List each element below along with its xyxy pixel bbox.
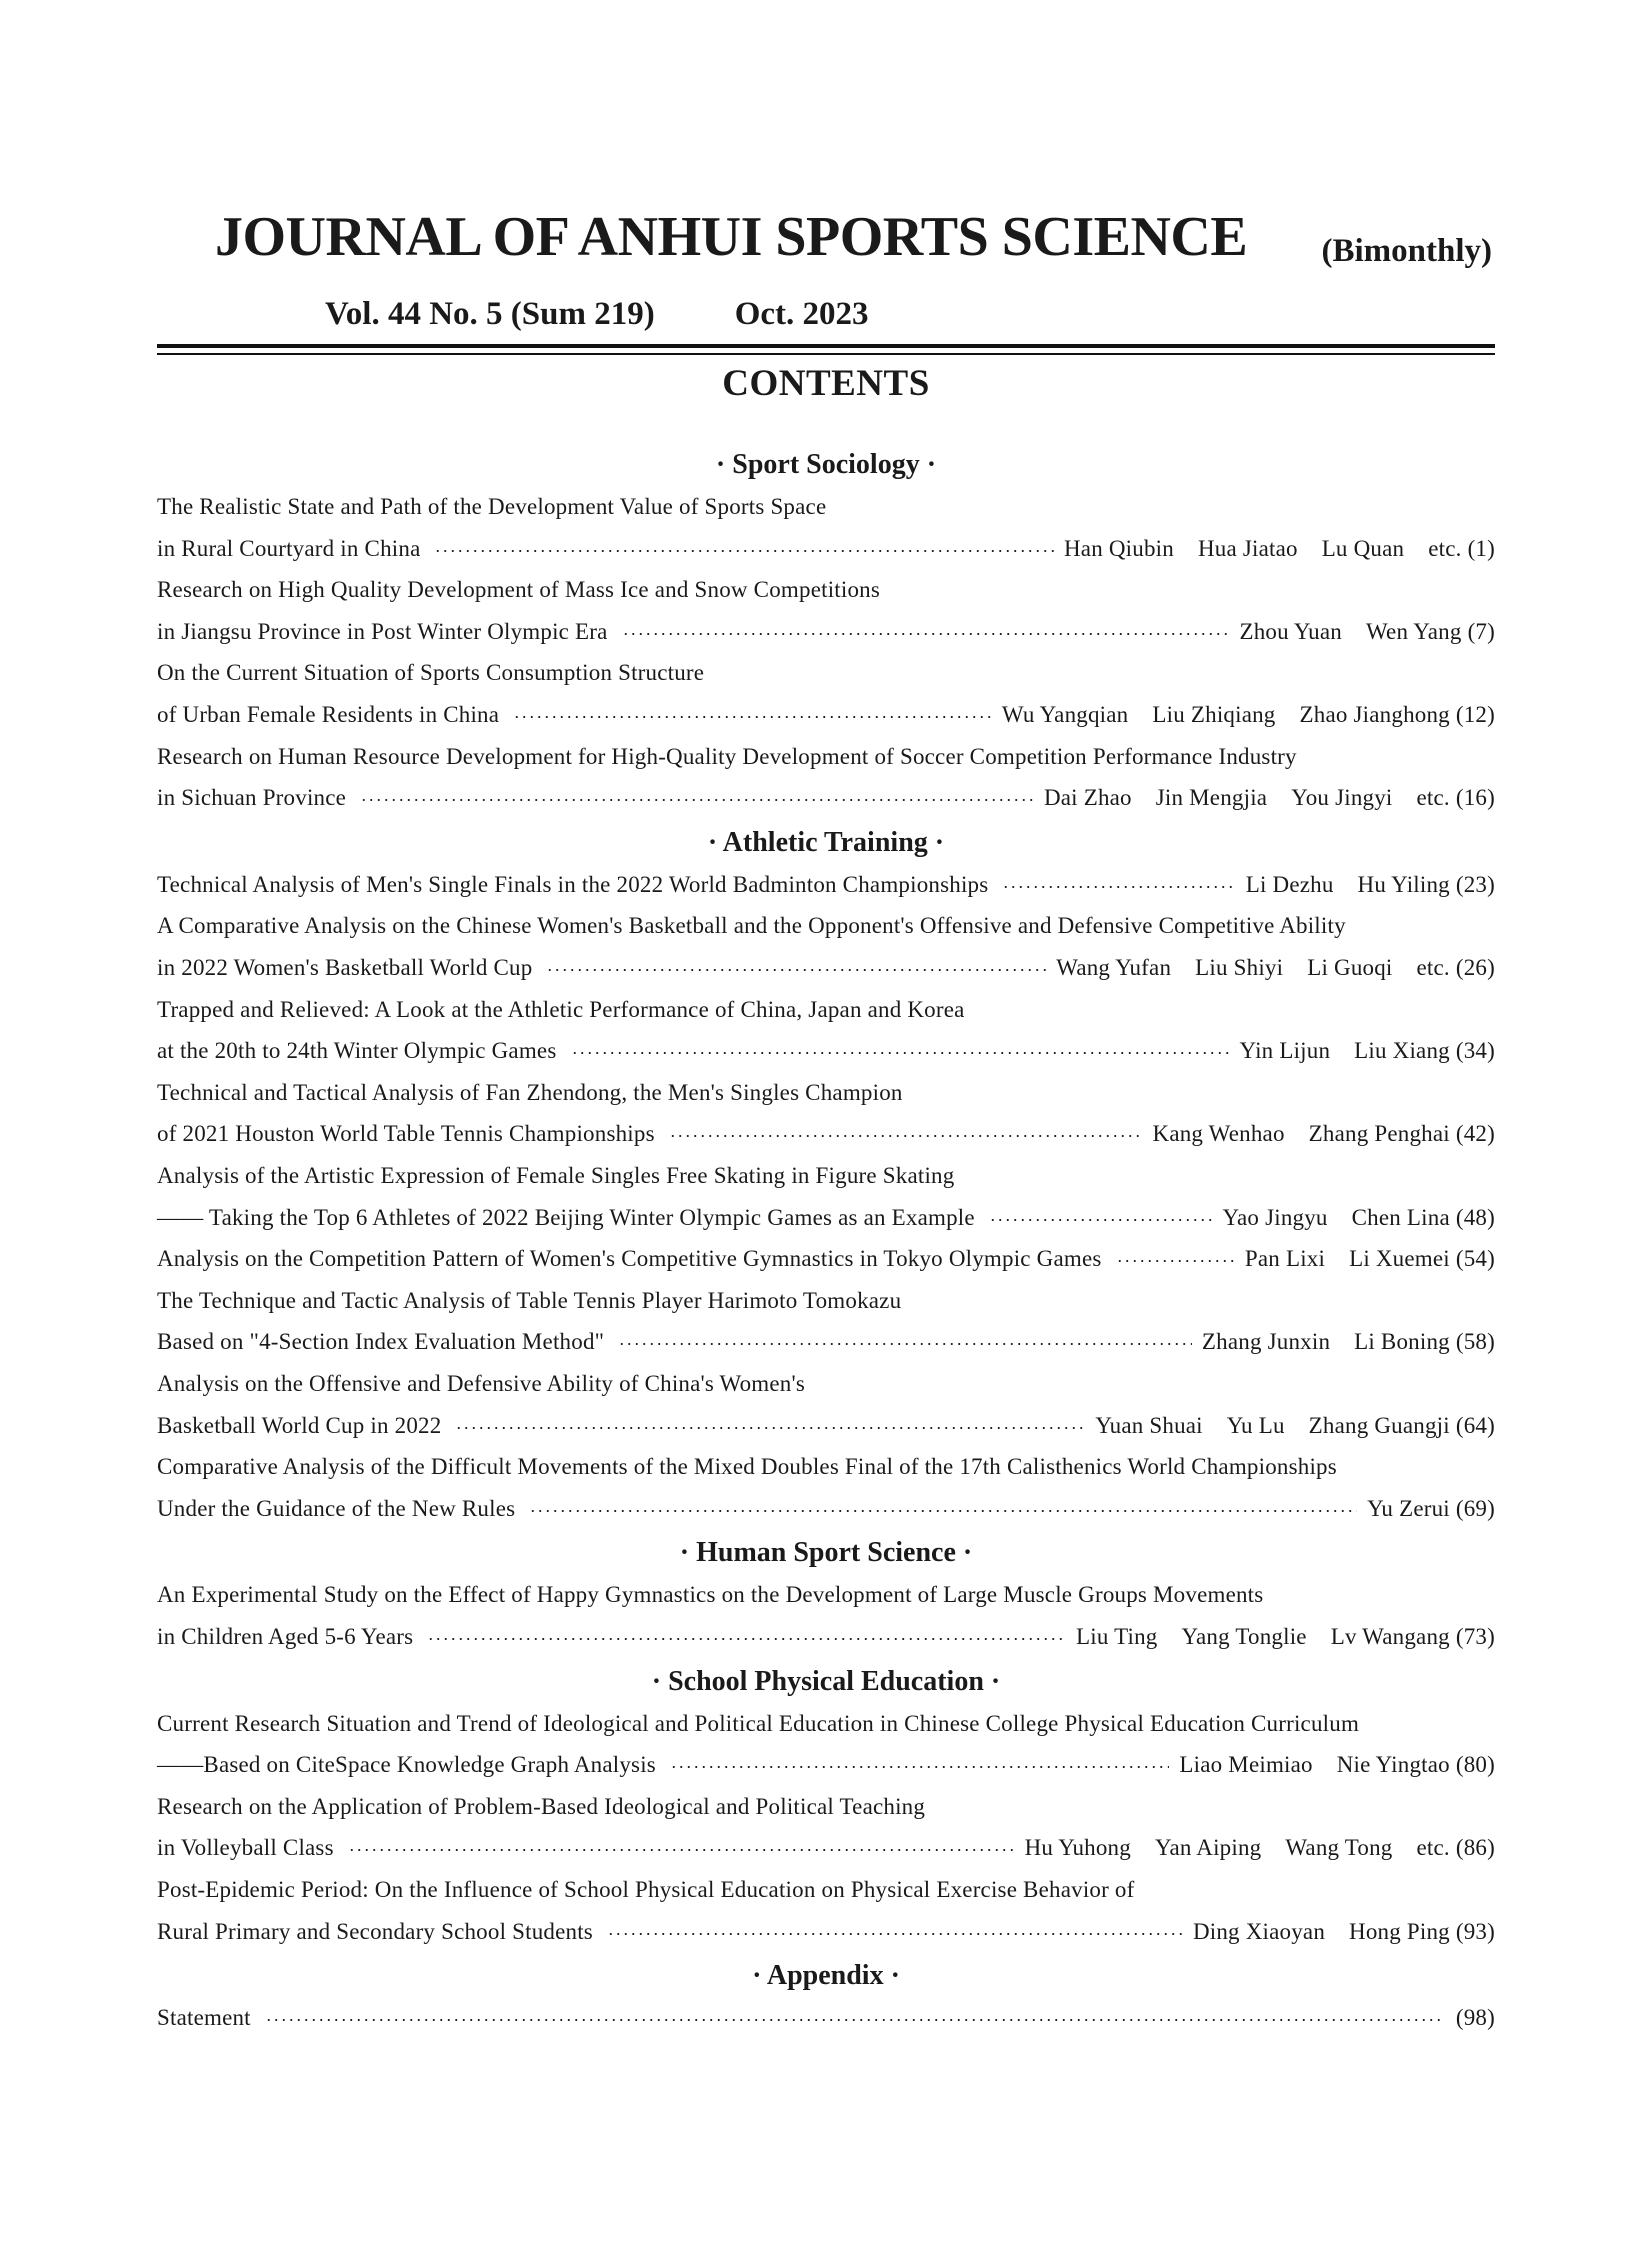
article-title: in Sichuan Province — [157, 785, 347, 811]
page-number: (48) — [1455, 1204, 1495, 1230]
author-name: Liao Meimiao — [1179, 1752, 1313, 1778]
article-title: Research on the Application of Problem-Based Ideological and Political Teaching — [157, 1793, 926, 1819]
author-name: Li Guoqi — [1307, 955, 1393, 980]
dot-leader — [622, 633, 1230, 635]
article-title: in Children Aged 5-6 Years — [157, 1624, 414, 1649]
toc-entry-continued — [157, 736, 1495, 778]
author-name: Ding Xiaoyan — [1192, 1918, 1326, 1944]
author-name: Jin Mengjia — [1155, 785, 1268, 811]
author-name: Lv Wangang — [1330, 1624, 1450, 1649]
toc-entry — [157, 777, 1495, 819]
author-name: Yu Lu — [1226, 1412, 1285, 1438]
dot-leader — [669, 1135, 1143, 1137]
toc-entry — [157, 1321, 1495, 1363]
toc-entry-continued — [157, 1703, 1495, 1745]
author-name: Kang Wenhao — [1152, 1121, 1285, 1147]
dot-leader — [1116, 1260, 1235, 1262]
author-name: Pan Lixi — [1244, 1246, 1326, 1272]
article-title: ——Based on CiteSpace Knowledge Graph Analysis — [157, 1752, 656, 1778]
article-title: Statement — [157, 2005, 251, 2031]
toc-entry-continued — [157, 486, 1495, 528]
dot-leader — [434, 550, 1054, 552]
article-authors — [1245, 1246, 1450, 1272]
page-number: (12) — [1455, 702, 1495, 727]
author-name: Dai Zhao — [1043, 785, 1132, 811]
author-name: Wu Yangqian — [1001, 702, 1129, 727]
author-name: Wen Yang — [1365, 618, 1462, 644]
article-title: Under the Guidance of the New Rules — [157, 1495, 516, 1521]
article-title: in Jiangsu Province in Post Winter Olympic Era — [157, 618, 608, 644]
author-name: Wang Tong — [1285, 1835, 1393, 1861]
section-heading: · Appendix · — [752, 1960, 900, 1992]
page-number: (73) — [1455, 1624, 1495, 1649]
author-name: Zhang Penghai — [1308, 1121, 1450, 1147]
article-authors — [1193, 1919, 1450, 1945]
article-title: The Technique and Tactic Analysis of Table Tennis Player Harimoto Tomokazu — [157, 1287, 902, 1313]
author-name: Nie Yingtao — [1336, 1752, 1450, 1778]
toc-entry-continued — [157, 1786, 1495, 1828]
toc-entry — [157, 1238, 1495, 1280]
toc-entry-continued — [157, 1072, 1495, 1114]
author-name: Liu Shiyi — [1195, 955, 1284, 980]
article-title: An Experimental Study on the Effect of Happy Gymnastics on the Development of Large Muscle Groups Movements — [157, 1582, 1264, 1608]
toc-entry — [157, 1113, 1495, 1155]
section-heading: · Human Sport Science · — [679, 1537, 973, 1569]
dot-leader — [989, 1219, 1213, 1221]
article-title: A Comparative Analysis on the Chinese Women's Basketball and the Opponent's Offensive and Defensive Competitive Ability — [157, 913, 1346, 939]
issue-line — [325, 296, 869, 333]
toc-entry — [157, 1827, 1495, 1869]
toc-entry — [157, 947, 1495, 989]
toc-entry-continued — [157, 1280, 1495, 1322]
toc-entry-continued — [157, 652, 1495, 694]
article-title: Analysis on the Offensive and Defensive Ability of China's Women's — [157, 1371, 806, 1396]
article-authors — [1202, 1329, 1450, 1355]
page-number: (42) — [1455, 1121, 1495, 1147]
toc-entry — [157, 611, 1495, 653]
author-etc: etc. — [1428, 535, 1462, 561]
article-title: in Rural Courtyard in China — [157, 535, 421, 561]
article-title: Technical and Tactical Analysis of Fan Zhendong, the Men's Singles Champion — [157, 1079, 903, 1105]
article-authors — [1095, 1413, 1450, 1439]
author-name: Liu Xiang — [1354, 1038, 1450, 1064]
author-name: Zhang Guangji — [1308, 1412, 1450, 1438]
author-name: Li Boning — [1354, 1329, 1450, 1355]
article-authors — [1056, 955, 1450, 981]
author-etc: etc. — [1416, 1835, 1450, 1861]
page-number: (7) — [1467, 618, 1495, 644]
author-name: Li Dezhu — [1245, 871, 1334, 897]
section-heading: · School Physical Education · — [651, 1665, 1001, 1697]
toc-entry — [157, 1744, 1495, 1786]
toc-entry-continued — [157, 1446, 1495, 1488]
page-number: (98) — [1455, 2005, 1495, 2031]
author-name: Zhang Junxin — [1201, 1329, 1331, 1355]
section-heading: · Sport Sociology · — [715, 449, 937, 480]
article-title: Research on High Quality Development of Mass Ice and Snow Competitions — [157, 577, 881, 603]
author-name: Lu Quan — [1321, 535, 1405, 561]
article-title: in 2022 Women's Basketball World Cup — [157, 955, 533, 980]
author-etc: etc. — [1416, 785, 1450, 811]
article-authors — [1044, 785, 1450, 811]
toc-entry-continued — [157, 1363, 1495, 1405]
toc-entry-continued — [157, 569, 1495, 611]
author-name: Hua Jiatao — [1197, 535, 1298, 561]
author-name: Liu Zhiqiang — [1152, 702, 1276, 727]
dot-leader — [265, 2019, 1440, 2021]
author-name: Hong Ping — [1349, 1918, 1450, 1944]
section-heading: · Athletic Training · — [707, 826, 945, 858]
article-title: Technical Analysis of Men's Single Finals in the 2022 World Badminton Championships — [157, 871, 989, 897]
header-rule-thick — [157, 344, 1495, 348]
page-number: (16) — [1455, 785, 1495, 811]
toc-entry — [157, 1405, 1495, 1447]
publication-frequency: (Bimonthly) — [1321, 233, 1492, 269]
author-name: Yu Zerui — [1367, 1495, 1450, 1521]
author-etc: etc. — [1416, 955, 1450, 980]
dot-leader — [571, 1052, 1230, 1054]
article-title: of 2021 Houston World Table Tennis Championships — [157, 1121, 655, 1147]
toc-entry — [157, 1197, 1495, 1239]
article-authors — [1223, 1205, 1450, 1231]
dot-leader — [1002, 886, 1235, 888]
author-name: Yuan Shuai — [1095, 1412, 1203, 1438]
toc-entry-continued — [157, 905, 1495, 947]
author-name: Wang Yufan — [1056, 955, 1172, 980]
toc-entry-continued — [157, 1155, 1495, 1197]
article-title: in Volleyball Class — [157, 1835, 334, 1861]
article-authors — [1025, 1835, 1450, 1861]
toc-entry-continued — [157, 1869, 1495, 1911]
article-authors — [1002, 702, 1450, 728]
article-title: Current Research Situation and Trend of Ideological and Political Education in Chinese College Physical Education Curriculum — [157, 1710, 1360, 1736]
article-authors — [1076, 1624, 1450, 1650]
dot-leader — [427, 1638, 1066, 1640]
dot-leader — [348, 1849, 1015, 1851]
dot-leader — [360, 799, 1034, 801]
page-number: (1) — [1467, 535, 1495, 561]
journal-title: JOURNAL OF ANHUI SPORTS SCIENCE — [215, 206, 1248, 268]
article-title: Post-Epidemic Period: On the Influence of School Physical Education on Physical Exercise Behavior of — [157, 1877, 1135, 1902]
article-title: Based on "4-Section Index Evaluation Method" — [157, 1329, 605, 1355]
article-authors — [1240, 1038, 1450, 1064]
toc-entry — [157, 1616, 1495, 1658]
toc-entry — [157, 528, 1495, 570]
toc-entry — [157, 1997, 1495, 2039]
page-number: (86) — [1455, 1835, 1495, 1861]
page-number: (93) — [1455, 1918, 1495, 1944]
author-name: You Jingyi — [1291, 785, 1393, 811]
toc-entry — [157, 1911, 1495, 1953]
article-title: of Urban Female Residents in China — [157, 702, 500, 727]
page-number: (23) — [1455, 871, 1495, 897]
article-title: Rural Primary and Secondary School Students — [157, 1918, 593, 1944]
author-name: Han Qiubin — [1064, 535, 1174, 561]
page-number: (80) — [1455, 1752, 1495, 1778]
article-authors — [1367, 1496, 1450, 1522]
issue-date: Oct. 2023 — [734, 296, 869, 332]
article-authors — [1179, 1752, 1449, 1778]
article-title: On the Current Situation of Sports Consumption Structure — [157, 660, 705, 686]
author-name: Hu Yuhong — [1024, 1835, 1131, 1861]
author-name: Yang Tonglie — [1181, 1624, 1307, 1649]
author-name: Yao Jingyu — [1222, 1204, 1328, 1230]
page-number: (69) — [1455, 1495, 1495, 1521]
article-title: Basketball World Cup in 2022 — [157, 1412, 442, 1438]
header-rule-thin — [157, 353, 1495, 355]
author-name: Zhao Jianghong — [1299, 702, 1450, 727]
dot-leader — [546, 969, 1046, 971]
page-number: (64) — [1455, 1412, 1495, 1438]
article-title: Analysis of the Artistic Expression of Female Singles Free Skating in Figure Skating — [157, 1163, 955, 1188]
article-title: Comparative Analysis of the Difficult Movements of the Mixed Doubles Final of the 17th Calisthenics World Championships — [157, 1454, 1337, 1480]
toc-entry — [157, 694, 1495, 736]
article-title: Research on Human Resource Development for High-Quality Development of Soccer Competition Performance Industry — [157, 743, 1297, 769]
toc-entry — [157, 864, 1495, 906]
author-name: Hu Yiling — [1357, 871, 1450, 897]
author-name: Yan Aiping — [1154, 1835, 1262, 1861]
article-title: —— Taking the Top 6 Athletes of 2022 Beijing Winter Olympic Games as an Example — [157, 1204, 975, 1230]
article-title: The Realistic State and Path of the Development Value of Sports Space — [157, 494, 827, 519]
article-title: at the 20th to 24th Winter Olympic Games — [157, 1038, 557, 1064]
author-name: Chen Lina — [1351, 1204, 1450, 1230]
author-name: Zhou Yuan — [1239, 618, 1342, 644]
dot-leader — [618, 1343, 1192, 1345]
page-number: (58) — [1455, 1329, 1495, 1355]
toc-entry-continued — [157, 1574, 1495, 1616]
page-number: (54) — [1455, 1246, 1495, 1272]
toc-entry-continued — [157, 989, 1495, 1031]
author-name: Liu Ting — [1076, 1624, 1158, 1649]
dot-leader — [529, 1510, 1357, 1512]
dot-leader — [607, 1933, 1183, 1935]
dot-leader — [513, 716, 992, 718]
article-authors — [1064, 536, 1462, 562]
contents-heading: CONTENTS — [722, 363, 930, 404]
article-title: Analysis on the Competition Pattern of Women's Competitive Gymnastics in Tokyo Olympic Games — [157, 1246, 1102, 1272]
page-number: (34) — [1455, 1038, 1495, 1064]
article-authors — [1153, 1121, 1450, 1147]
toc-entry — [157, 1030, 1495, 1072]
dot-leader — [670, 1766, 1169, 1768]
issue-number: Vol. 44 No. 5 (Sum 219) — [325, 296, 655, 332]
author-name: Li Xuemei — [1349, 1246, 1450, 1272]
toc-entry — [157, 1488, 1495, 1530]
article-authors — [1246, 872, 1450, 898]
article-authors — [1239, 619, 1461, 645]
dot-leader — [455, 1427, 1085, 1429]
page-number: (26) — [1455, 955, 1495, 980]
article-title: Trapped and Relieved: A Look at the Athletic Performance of China, Japan and Korea — [157, 996, 965, 1022]
author-name: Yin Lijun — [1239, 1038, 1331, 1064]
